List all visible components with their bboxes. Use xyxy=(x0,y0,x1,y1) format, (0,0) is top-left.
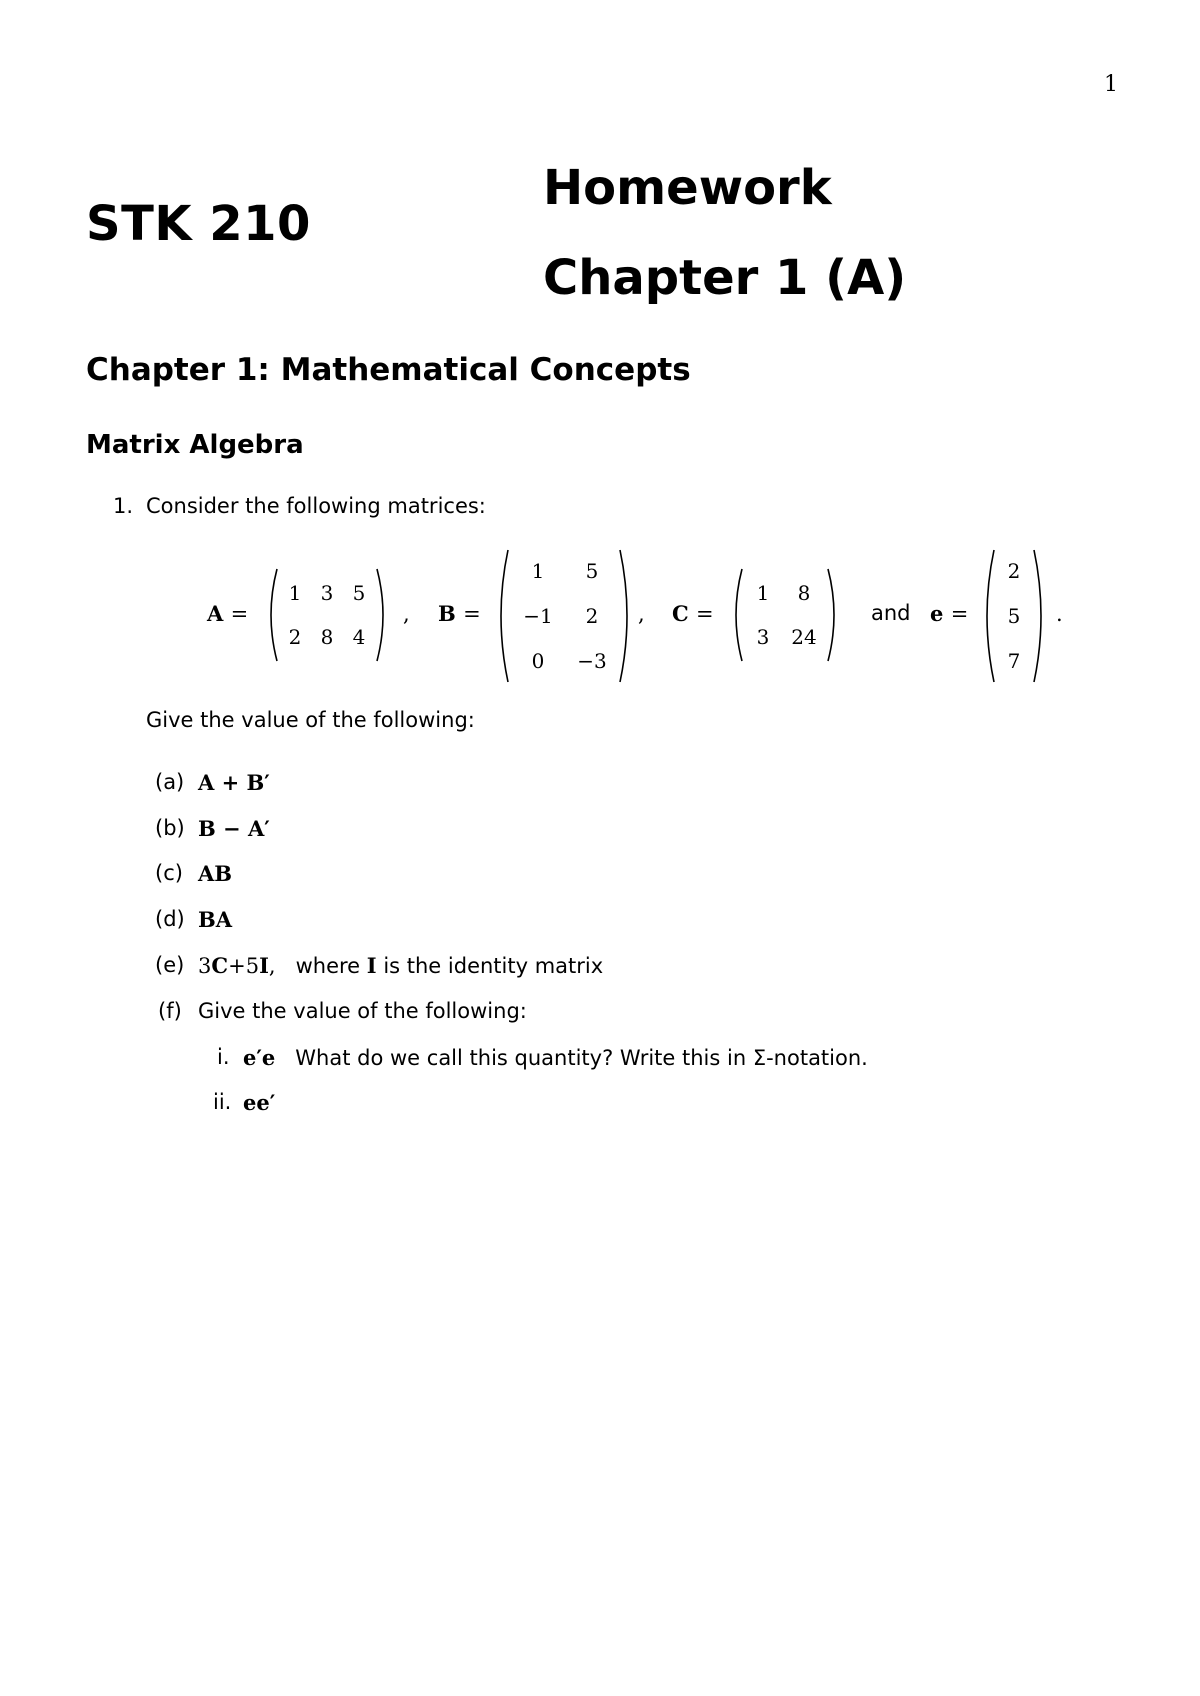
vector-e xyxy=(980,548,1048,684)
subpart-expression: ee′ xyxy=(243,1090,276,1115)
chapter-title: Chapter 1 (A) xyxy=(543,250,907,306)
page-number: 1 xyxy=(1104,72,1118,97)
right-paren xyxy=(618,548,634,684)
left-paren xyxy=(728,567,744,663)
part-text: Give the value of the following: xyxy=(198,999,527,1023)
matrix-c-cell: 1 xyxy=(756,581,770,605)
part-label: (c) xyxy=(155,861,183,885)
matrix-b xyxy=(494,548,634,684)
give-value-text: Give the value of the following: xyxy=(146,708,475,732)
comma: , xyxy=(638,602,645,626)
matrix-a-cell: 5 xyxy=(352,581,366,605)
vector-e-cell: 5 xyxy=(1007,604,1021,628)
and-word: and xyxy=(871,601,911,625)
part-label: (e) xyxy=(155,953,185,977)
matrix-a-cell: 3 xyxy=(320,581,334,605)
vector-e-cell: 2 xyxy=(1007,559,1021,583)
matrix-a-cell: 2 xyxy=(288,625,302,649)
matrix-b-label: B = xyxy=(438,601,481,626)
left-paren xyxy=(494,548,510,684)
matrix-c-cell: 8 xyxy=(797,581,811,605)
matrix-a-label: A = xyxy=(207,601,249,626)
matrix-b-cell: 2 xyxy=(585,604,599,628)
matrix-b-cell: −3 xyxy=(577,649,607,673)
matrix-a xyxy=(263,567,391,663)
right-paren xyxy=(826,567,842,663)
subpart-label: i. xyxy=(217,1045,230,1069)
homework-title: Homework xyxy=(543,160,832,216)
matrix-a-cell: 8 xyxy=(320,625,334,649)
part-label: (d) xyxy=(155,907,185,931)
period: . xyxy=(1056,602,1063,626)
part-label: (b) xyxy=(155,816,185,840)
subpart-row: e′e What do we call this quantity? Write this in Σ-notation. xyxy=(243,1045,868,1070)
right-paren xyxy=(1032,548,1048,684)
question-number: 1. xyxy=(113,494,134,518)
left-paren xyxy=(980,548,996,684)
subpart-label: ii. xyxy=(213,1090,232,1114)
right-paren xyxy=(375,567,391,663)
matrix-c-label: C = xyxy=(672,601,714,626)
matrix-b-cell: 1 xyxy=(531,559,545,583)
matrix-b-cell: 0 xyxy=(531,649,545,673)
part-expression: B − A′ xyxy=(198,816,270,841)
section-heading: Chapter 1: Mathematical Concepts xyxy=(86,352,691,388)
subsection-heading: Matrix Algebra xyxy=(86,430,304,460)
part-expression: A + B′ xyxy=(198,770,270,795)
matrix-c-cell: 24 xyxy=(791,625,817,649)
part-label: (a) xyxy=(155,770,185,794)
course-code: STK 210 xyxy=(86,196,311,252)
matrix-c xyxy=(728,567,842,663)
matrix-c-cell: 3 xyxy=(756,625,770,649)
comma: , xyxy=(403,602,410,626)
part-expression: AB xyxy=(198,861,233,886)
matrix-b-cell: −1 xyxy=(523,604,553,628)
part-expression: BA xyxy=(198,907,233,932)
question-prompt: Consider the following matrices: xyxy=(146,494,486,518)
matrix-b-cell: 5 xyxy=(585,559,599,583)
vector-e-cell: 7 xyxy=(1007,649,1021,673)
part-expression: 3C+5I, where I is the identity matrix xyxy=(198,953,604,978)
matrix-a-cell: 4 xyxy=(352,625,366,649)
matrix-a-cell: 1 xyxy=(288,581,302,605)
left-paren xyxy=(263,567,279,663)
vector-e-label: e = xyxy=(930,601,969,626)
part-label: (f) xyxy=(158,999,182,1023)
